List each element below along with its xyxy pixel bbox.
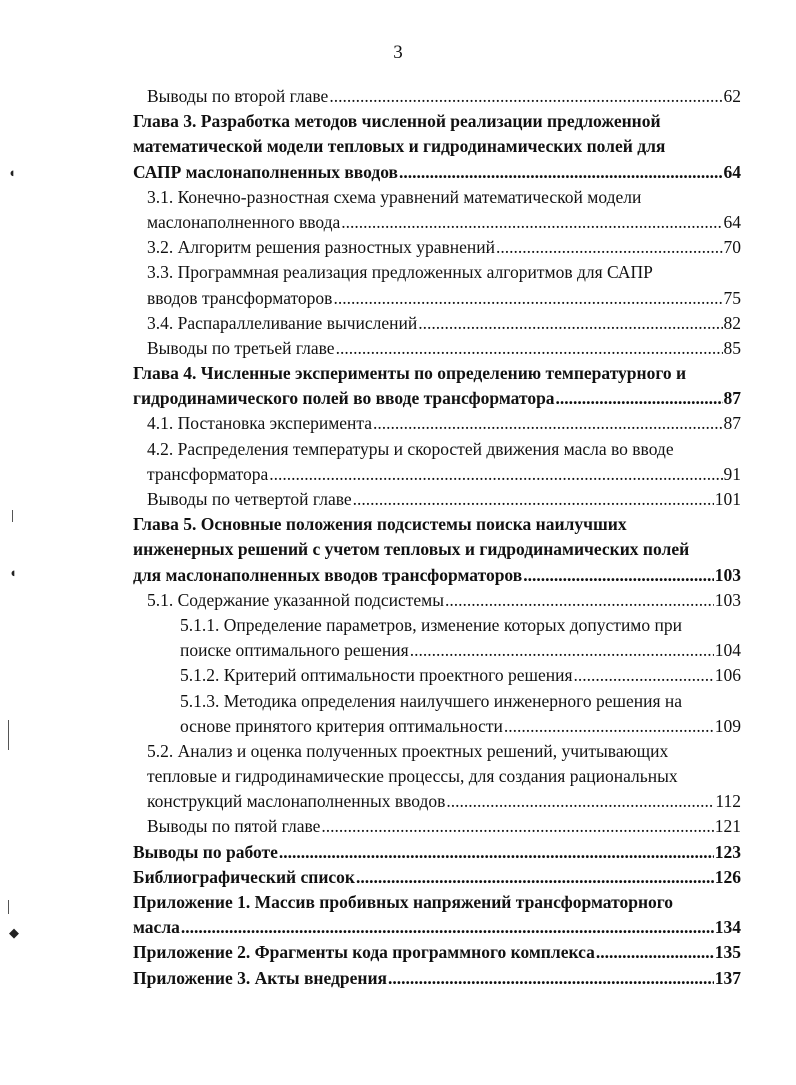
toc-entry-title: инженерных решений с учетом тепловых и гидродинамических полей xyxy=(133,539,690,560)
dot-leader xyxy=(269,462,722,487)
dot-leader xyxy=(388,966,714,991)
toc-entry-title: Приложение 2. Фрагменты кода программного комплекса xyxy=(133,942,595,963)
toc-entry-title: 5.1.2. Критерий оптимальности проектного решения xyxy=(180,665,573,686)
toc-entry xyxy=(133,84,741,109)
toc-entry-page: 135 xyxy=(714,942,741,963)
page-number: 3 xyxy=(393,42,403,63)
toc-entry xyxy=(133,185,741,210)
dot-leader xyxy=(329,84,722,109)
dot-leader xyxy=(321,814,713,839)
toc-entry xyxy=(133,663,741,688)
toc-entry-title: конструкций маслонаполненных вводов xyxy=(147,791,446,812)
dot-leader xyxy=(356,865,714,890)
toc-entry xyxy=(133,462,741,487)
dot-leader xyxy=(556,386,723,411)
toc-entry-page: 103 xyxy=(714,564,741,585)
toc-entry-title: 3.3. Программная реализация предложенных алгоритмов для САПР xyxy=(147,262,653,283)
toc-entry xyxy=(133,714,741,739)
toc-entry-page: 134 xyxy=(714,917,741,938)
dot-leader xyxy=(496,235,722,260)
toc-entry-title: Выводы по пятой главе xyxy=(147,816,321,837)
toc-entry-page: 101 xyxy=(714,489,741,509)
toc-entry-title: Глава 3. Разработка методов численной реализации предложенной xyxy=(133,111,661,132)
toc-entry xyxy=(133,134,741,159)
dot-leader xyxy=(181,915,714,940)
toc-entry-title: 4.2. Распределения температуры и скоростей движения масла во вводе xyxy=(147,438,674,459)
toc-entry-page: 126 xyxy=(714,866,741,887)
dot-leader xyxy=(418,311,722,336)
toc-entry-title: Выводы по работе xyxy=(133,841,278,862)
toc-entry-title: 3.2. Алгоритм решения разностных уравнений xyxy=(147,237,496,258)
toc-entry xyxy=(133,966,741,991)
toc-entry-title: тепловые и гидродинамические процессы, для создания рациональных xyxy=(147,766,678,787)
toc-entry xyxy=(133,890,741,915)
toc-entry xyxy=(133,411,741,436)
toc-entry xyxy=(133,739,741,764)
dot-leader xyxy=(399,160,722,185)
toc-entry-title: 5.1.3. Методика определения наилучшего инженерного решения на xyxy=(180,690,683,711)
toc-entry-page: 137 xyxy=(714,967,741,988)
toc-entry-title: для маслонаполненных вводов трансформаторов xyxy=(133,564,523,585)
toc-entry-title: 4.1. Постановка эксперимента xyxy=(147,413,373,434)
scan-line xyxy=(8,720,9,750)
dot-leader xyxy=(446,789,714,814)
dot-leader xyxy=(445,588,714,613)
toc-entry xyxy=(133,915,741,940)
toc-entry xyxy=(133,814,741,839)
toc-entry xyxy=(133,487,741,512)
toc-entry-title: вводов трансформаторов xyxy=(147,287,333,308)
toc-entry-page: 123 xyxy=(714,841,741,862)
toc-entry-title: гидродинамического полей во вводе трансформатора xyxy=(133,388,555,409)
toc-entry xyxy=(133,512,741,537)
toc-entry-title: Приложение 3. Акты внедрения xyxy=(133,967,388,988)
toc-entry xyxy=(133,386,741,411)
toc-entry-page: 112 xyxy=(715,791,741,812)
toc-entry xyxy=(133,260,741,285)
toc-entry-page: 64 xyxy=(723,211,741,232)
dot-leader xyxy=(279,840,714,865)
toc-entry xyxy=(133,311,741,336)
toc-entry xyxy=(133,588,741,613)
toc-entry xyxy=(133,865,741,890)
toc-entry xyxy=(133,638,741,663)
toc-entry-title: Выводы по второй главе xyxy=(147,86,329,106)
toc-entry xyxy=(133,537,741,562)
toc-entry xyxy=(133,764,741,789)
toc-entry-title: Выводы по третьей главе xyxy=(147,337,335,358)
toc-entry-page: 91 xyxy=(723,463,741,484)
scan-artifact: ◆ xyxy=(9,925,19,940)
toc-entry-title: трансформатора xyxy=(147,463,269,484)
toc-entry xyxy=(133,437,741,462)
scan-artifact: ◖ xyxy=(9,565,17,580)
dot-leader xyxy=(574,663,714,688)
toc-entry xyxy=(133,286,741,311)
dot-leader xyxy=(336,336,723,361)
toc-entry-title: масла xyxy=(133,917,180,938)
toc-entry-page: 62 xyxy=(723,86,741,106)
toc-entry-page: 103 xyxy=(714,589,741,610)
toc-entry xyxy=(133,840,741,865)
toc-entry-page: 70 xyxy=(723,237,741,258)
toc-entry-title: поиске оптимального решения xyxy=(180,640,409,661)
toc-entry-page: 87 xyxy=(723,388,741,409)
toc-entry xyxy=(133,689,741,714)
toc-entry xyxy=(133,789,741,814)
toc-entry-page: 121 xyxy=(714,816,741,837)
toc-entry-title: 5.2. Анализ и оценка полученных проектных решений, учитывающих xyxy=(147,740,669,761)
toc-entry xyxy=(133,940,741,965)
dot-leader xyxy=(504,714,714,739)
toc-entry xyxy=(133,109,741,134)
dot-leader xyxy=(353,487,714,512)
toc-entry-title: математической модели тепловых и гидродинамических полей для xyxy=(133,136,666,157)
toc-entry xyxy=(133,613,741,638)
toc-entry-page: 64 xyxy=(723,161,741,182)
toc-entry-title: Глава 5. Основные положения подсистемы поиска наилучших xyxy=(133,514,627,535)
toc-entry-title: 5.1.1. Определение параметров, изменение которых допустимо при xyxy=(180,614,682,635)
toc-entry-page: 104 xyxy=(714,640,741,661)
toc-entry-page: 106 xyxy=(714,665,741,686)
toc-entry-title: Библиографический список xyxy=(133,866,356,887)
toc-entry-title: основе принятого критерия оптимальности xyxy=(180,715,503,736)
scan-line xyxy=(12,510,13,522)
toc-entry-title: 5.1. Содержание указанной подсистемы xyxy=(147,589,445,610)
toc-entry xyxy=(133,160,741,185)
dot-leader xyxy=(596,940,714,965)
scan-line xyxy=(8,900,9,914)
dot-leader xyxy=(373,411,722,436)
dot-leader xyxy=(341,210,722,235)
toc-entry xyxy=(133,210,741,235)
toc-entry-title: 3.4. Распараллеливание вычислений xyxy=(147,312,418,333)
toc-entry-title: 3.1. Конечно-разностная схема уравнений математической модели xyxy=(147,186,642,207)
toc-entry-title: маслонаполненного ввода xyxy=(147,211,341,232)
toc-entry xyxy=(133,336,741,361)
toc-entry-title: Приложение 1. Массив пробивных напряжений трансформаторного xyxy=(133,892,674,912)
toc-entry xyxy=(133,235,741,260)
toc-entry-page: 109 xyxy=(714,715,741,736)
scan-artifact: ◖ xyxy=(8,165,16,180)
toc-entry xyxy=(133,563,741,588)
toc-entry-page: 82 xyxy=(723,312,741,333)
dot-leader xyxy=(410,638,714,663)
toc-entry-page: 85 xyxy=(723,337,741,358)
toc-entry-title: САПР маслонаполненных вводов xyxy=(133,161,399,182)
dot-leader xyxy=(523,563,714,588)
toc-entry-page: 87 xyxy=(723,413,741,434)
table-of-contents xyxy=(133,84,741,991)
toc-entry-title: Глава 4. Численные эксперименты по определению температурного и xyxy=(133,363,687,384)
toc-entry-title: Выводы по четвертой главе xyxy=(147,489,352,509)
toc-entry-page: 75 xyxy=(723,287,741,308)
toc-entry xyxy=(133,361,741,386)
dot-leader xyxy=(333,286,722,311)
